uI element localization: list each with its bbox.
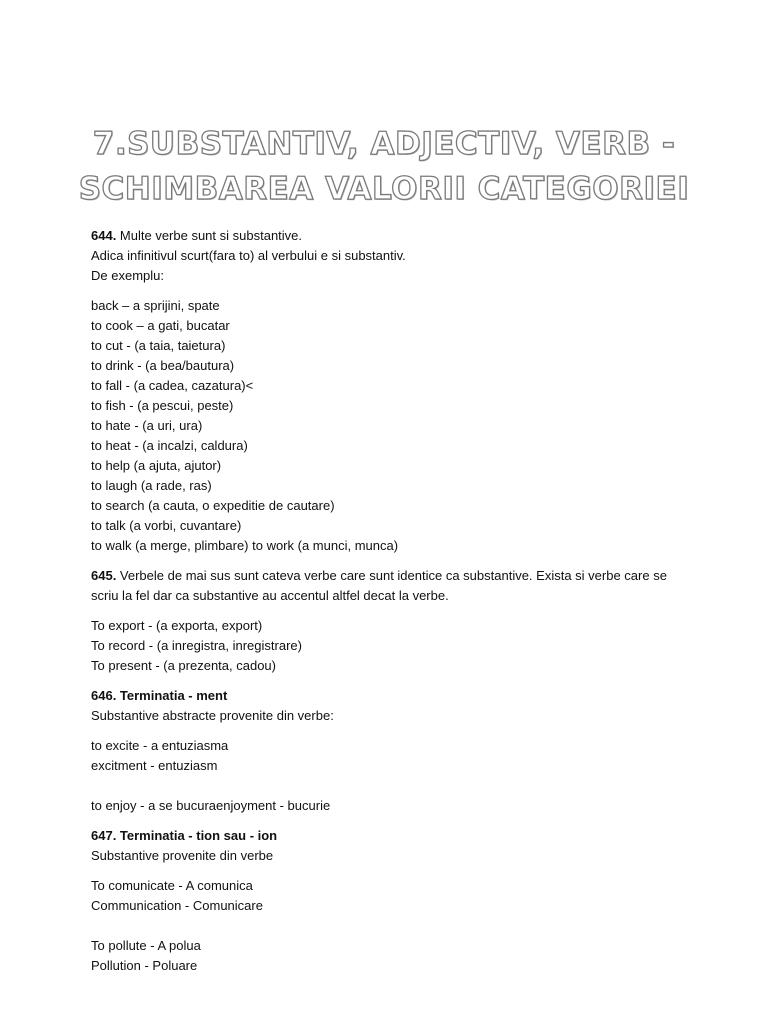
document-body xyxy=(91,226,691,986)
example-list xyxy=(91,296,691,556)
blank-line xyxy=(91,776,691,796)
section-644-line-3: De exemplu: xyxy=(91,268,164,283)
section-646-heading: 646. Terminatia - ment xyxy=(91,688,228,703)
example-item: to walk (a merge, plimbare) to work (a munci, munca) xyxy=(91,538,399,553)
section-644-text: Multe verbe sunt si substantive. xyxy=(116,228,303,243)
stress-example-item: To record - (a inregistra, inregistrare) xyxy=(91,638,302,653)
page-title-line-2: SCHIMBAREA VALORII CATEGORIEI xyxy=(78,171,690,207)
example-item: to heat - (a incalzi, caldura) xyxy=(91,438,248,453)
example-item: to hate - (a uri, ura) xyxy=(91,418,203,433)
example-item: to talk (a vorbi, cuvantare) xyxy=(91,518,242,533)
section-646-example: excitment - entuziasm xyxy=(91,758,218,773)
example-item: to cook – a gati, bucatar xyxy=(91,318,230,333)
section-644-number: 644. xyxy=(91,228,117,243)
stress-example-item: To export - (a exporta, export) xyxy=(91,618,263,633)
section-647-example: Pollution - Poluare xyxy=(91,958,198,973)
section-644-line-2: Adica infinitivul scurt(fara to) al verbului e si substantiv. xyxy=(91,248,406,263)
section-647 xyxy=(91,826,691,866)
example-item: to fall - (a cadea, cazatura)< xyxy=(91,378,254,393)
stress-example-item: To present - (a prezenta, cadou) xyxy=(91,658,276,673)
example-item: to cut - (a taia, taietura) xyxy=(91,338,226,353)
section-645 xyxy=(91,566,691,606)
section-644-intro xyxy=(91,226,691,246)
section-646-subheading: Substantive abstracte provenite din verbe: xyxy=(91,708,334,723)
example-item: to drink - (a bea/bautura) xyxy=(91,358,235,373)
stress-example-list xyxy=(91,616,691,676)
section-645-text: Verbele de mai sus sunt cateva verbe care sunt identice ca substantive. Exista si verbe care se scriu la fel dar ca substantive au accentul altfel decat la verbe. xyxy=(91,568,667,603)
section-647-example: To comunicate - A comunica xyxy=(91,878,253,893)
section-646-example: to excite - a entuziasma xyxy=(91,738,229,753)
section-646 xyxy=(91,686,691,726)
blank-line xyxy=(91,916,691,936)
example-item: to help (a ajuta, ajutor) xyxy=(91,458,222,473)
section-645-paragraph xyxy=(91,566,691,606)
section-647-examples xyxy=(91,876,691,976)
example-item: to fish - (a pescui, peste) xyxy=(91,398,234,413)
example-item: to search (a cauta, o expeditie de cautare) xyxy=(91,498,335,513)
section-645-number: 645. xyxy=(91,568,117,583)
section-646-examples xyxy=(91,736,691,816)
section-644 xyxy=(91,226,691,286)
section-647-example: To pollute - A polua xyxy=(91,938,201,953)
section-647-example: Communication - Comunicare xyxy=(91,898,263,913)
section-647-subheading: Substantive provenite din verbe xyxy=(91,848,274,863)
page-title-line-1: 7.SUBSTANTIV, ADJECTIV, VERB - xyxy=(92,126,676,162)
section-647-heading: 647. Terminatia - tion sau - ion xyxy=(91,828,278,843)
section-646-example: to enjoy - a se bucuraenjoyment - bucurie xyxy=(91,798,331,813)
example-item: back – a sprijini, spate xyxy=(91,298,220,313)
example-item: to laugh (a rade, ras) xyxy=(91,478,212,493)
